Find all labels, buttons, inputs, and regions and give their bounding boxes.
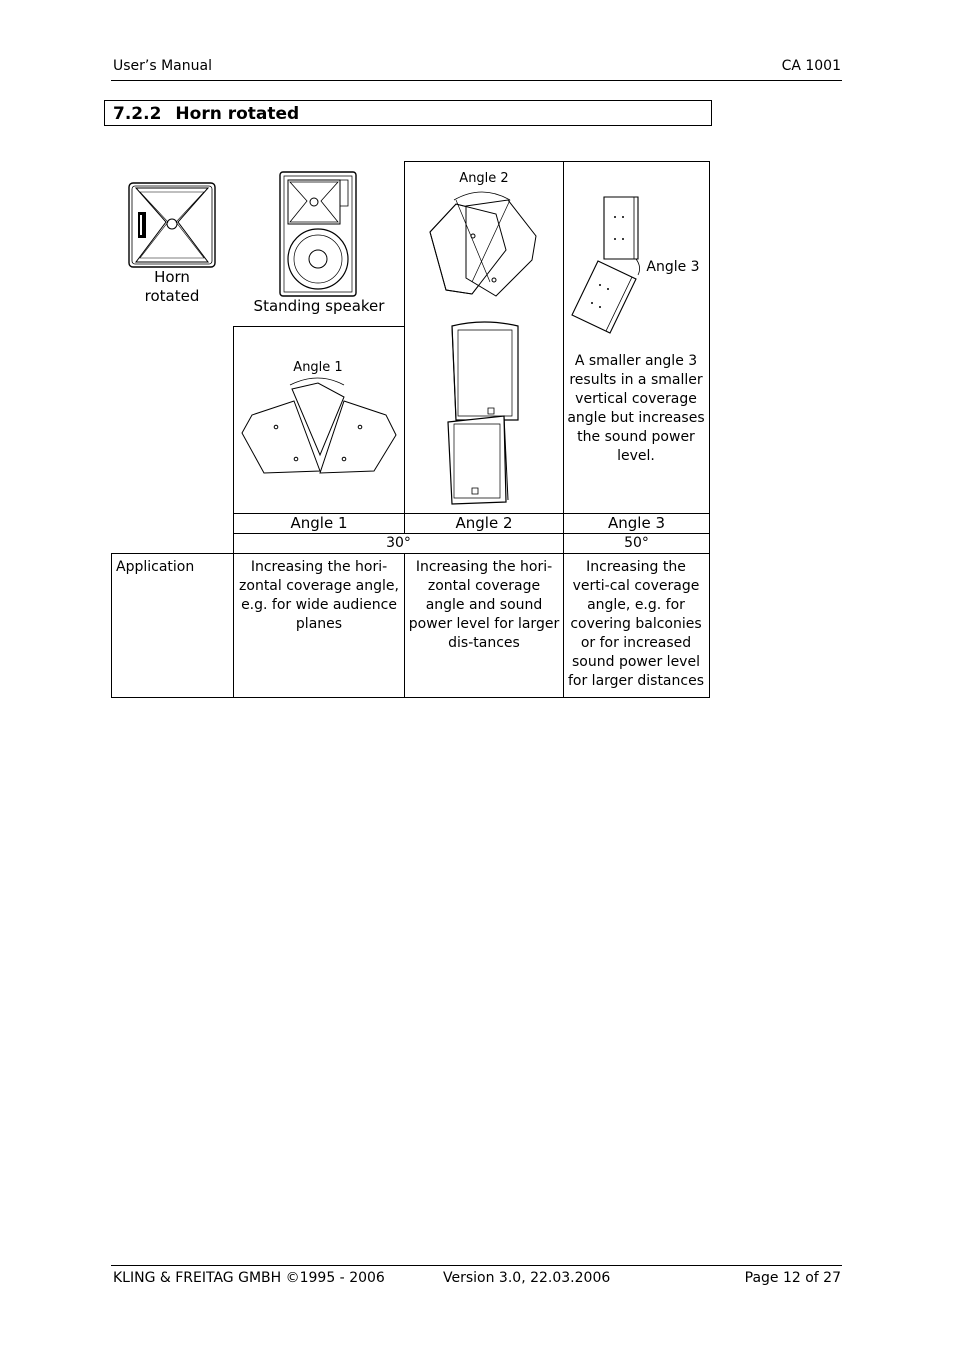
angle-value-50: 50° <box>624 535 649 551</box>
footer-page-number: Page 12 of 27 <box>744 1270 841 1286</box>
angle-value-30: 30° <box>386 535 411 551</box>
header-model: CA 1001 <box>781 58 841 74</box>
standing-speaker-label: Standing speaker <box>253 297 385 315</box>
application-angle3: Increasing the verti-cal coverage angle, e.g. for covering balconies or for increased sound power level for larger distances <box>567 559 704 689</box>
footer-version: Version 3.0, 22.03.2006 <box>443 1270 611 1286</box>
standing-speaker-drawing <box>277 171 359 299</box>
application-angle2: Increasing the hori-zontal coverage angle and sound power level for larger dis-tances <box>408 559 560 651</box>
header-rule <box>111 80 842 81</box>
angle2-stacked-speakers-drawing <box>444 320 522 506</box>
footer-rule <box>111 1265 842 1266</box>
column-header-angle3: Angle 3 <box>608 514 665 532</box>
horn-rotated-drawing <box>128 182 216 268</box>
application-angle1: Increasing the hori-zontal coverage angle, e.g. for wide audience planes <box>239 559 399 632</box>
section-number: 7.2.2 <box>113 104 162 124</box>
angle3-drawing <box>570 193 650 333</box>
header-manual-title: User’s Manual <box>113 58 212 74</box>
angle1-drawing-label: Angle 1 <box>293 360 343 375</box>
section-heading <box>104 100 712 126</box>
column-header-angle2: Angle 2 <box>455 514 513 532</box>
application-row-label: Application <box>116 559 195 575</box>
angle3-drawing-label: Angle 3 <box>646 259 700 275</box>
horn-rotated-label: Horn rotated <box>144 268 200 305</box>
angle1-drawing <box>240 375 398 475</box>
angle2-drawing-label: Angle 2 <box>459 171 509 186</box>
column-header-angle1: Angle 1 <box>290 514 348 532</box>
footer-copyright: KLING & FREITAG GMBH ©1995 - 2006 <box>113 1270 385 1286</box>
angle3-note: A smaller angle 3 results in a smaller vertical coverage angle but increases the sound power level. <box>567 353 705 464</box>
section-title: Horn rotated <box>175 104 300 124</box>
angle2-top-drawing <box>426 186 540 304</box>
